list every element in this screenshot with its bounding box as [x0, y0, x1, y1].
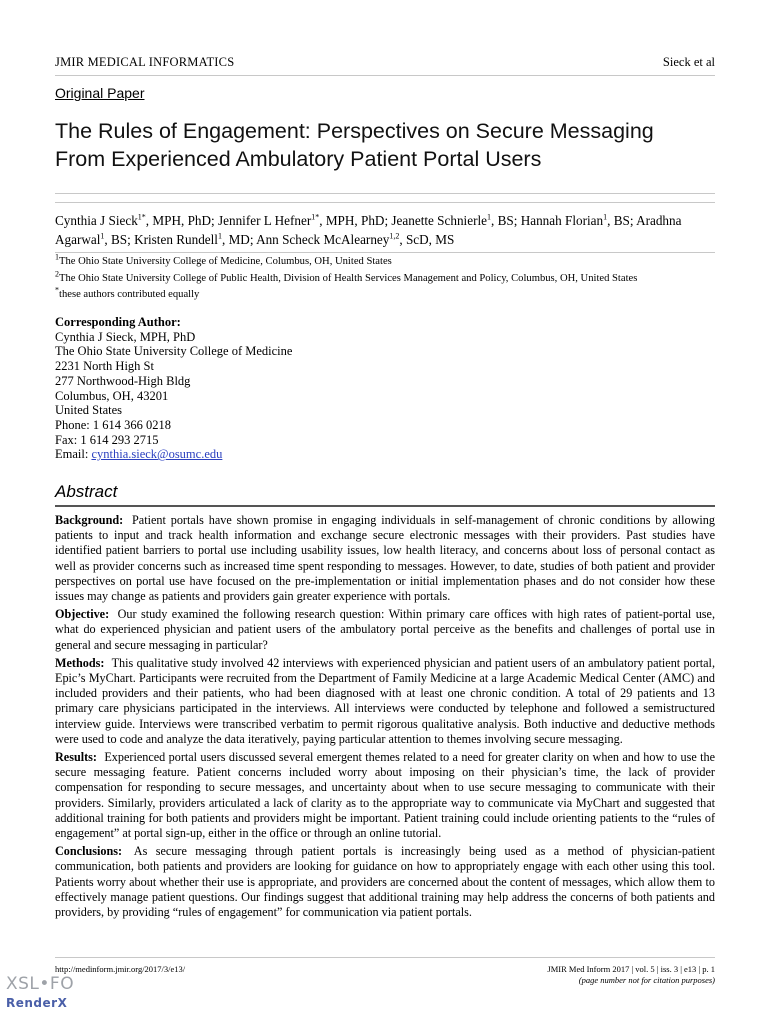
- author-entry: [391, 213, 520, 228]
- authors-divider: [55, 252, 715, 253]
- footer-citation-block: [547, 964, 715, 986]
- article-title-line-2: From Experienced Ambulatory Patient Portal Users: [55, 147, 542, 171]
- corresponding-author-label: Corresponding Author:: [55, 315, 181, 329]
- abstract-section-text: This qualitative study involved 42 interviews with experienced physician and patient users of an ambulatory patient portal, Epic’s MyChart. Participants were recruited from the Department of Family Medicine at a large Academic Medical Center (AMC) and included providers and their patients, who had been diagnosed with at least one chronic condition. A total of 29 patients and 13 primary care physicians participated in the interviews. All interviews were conducted by telephone and followed a semistructured interview guide. Interviews were transcribed verbatim to permit rigorous qualitative analysis. Both inductive and deductive methods were used to code and analyze the data iteratively, paying particular attention to themes involving secure messaging.: [55, 655, 715, 746]
- affiliation-text: these authors contributed equally: [59, 289, 200, 300]
- corr-line: The Ohio State University College of Medicine: [55, 344, 293, 359]
- corr-line: Columbus, OH, 43201: [55, 388, 169, 403]
- affiliation-line: [55, 268, 720, 288]
- affiliation-text: The Ohio State University College of Public Health, Division of Health Services Management and Policy, Columbus, OH, United States: [59, 272, 638, 284]
- email-line: [55, 447, 292, 462]
- author-entry: [134, 232, 256, 247]
- author-affiliation-marker: 1,2: [389, 231, 400, 241]
- title-divider-bottom: [55, 202, 715, 203]
- abstract-section-label: Methods:: [55, 655, 105, 670]
- abstract-methods: [55, 656, 715, 747]
- author-affiliation-marker: 1: [100, 231, 105, 241]
- corr-line: 277 Northwood-High Bldg: [55, 373, 191, 388]
- corr-line: Fax: 1 614 293 2715: [55, 432, 159, 447]
- journal-name: JMIR MEDICAL INFORMATICS: [55, 55, 235, 69]
- author-entry: [256, 232, 454, 247]
- author-affiliation-marker: 1*: [137, 212, 146, 222]
- author-name: Jennifer L Hefner: [217, 213, 312, 228]
- author-degrees: , BS;: [607, 213, 637, 228]
- footer-url: http://medinform.jmir.org/2017/3/e13/: [55, 964, 186, 974]
- running-author: Sieck et al: [662, 55, 715, 69]
- author-name: Aradhna Agarwal: [55, 213, 682, 247]
- author-degrees: , MPH, PhD;: [145, 213, 218, 228]
- abstract-results: [55, 750, 715, 841]
- author-degrees: , ScD, MS: [399, 232, 455, 247]
- abstract-heading: Abstract: [55, 482, 118, 501]
- abstract-section-text: As secure messaging through patient portals is increasingly being used as a method of physician-patient communication, both patients and providers are looking for guidance on how to appropriately engage with each other using this tool. Patients worry about whether their use is appropriate, and providers are concerned about the content of messages, which allow them to effectively manage patient questions. Our findings suggest that additional training may help address the concerns of both patients and providers, by providing “rules of engagement” for communication via patient portals.: [55, 844, 716, 920]
- abstract-section-text: Our study examined the following research question: Within primary care offices with high rates of patient-portal use, what do experienced physician and patient users of the ambulatory portal perceive as the benefits and challenges of portal use in general and secure messaging in particular?: [55, 607, 715, 652]
- author-entry: [218, 213, 391, 228]
- article-title: [55, 117, 720, 173]
- corr-line: Cynthia J Sieck, MPH, PhD: [55, 329, 196, 344]
- article-title-line-1: The Rules of Engagement: Perspectives on Secure Messaging: [55, 119, 654, 143]
- title-divider-top: [55, 193, 715, 194]
- corr-line: 2231 North High St: [55, 359, 154, 374]
- author-affiliation-marker: 1: [217, 231, 222, 241]
- abstract-section-label: Results:: [55, 750, 97, 765]
- abstract-section-text: Experienced portal users discussed several emergent themes related to a need for greater clarity on when and how to use the secure messaging feature. Patient concerns included worry about imposing on their physician’s time, the lack of provider compensation for responding to secure messages, and uncertainty about when to use secure messaging to communicate with their providers. Similarly, providers articulated a lack of clarity as to the appropriate way to communicate via MyChart and suggested that additional training for both patients and providers might be important. Patient training could include orienting patients to the “rules of engagement” at portal sign-up, either in the office or through an online tutorial.: [55, 750, 715, 841]
- footer-page-note: (page number not for citation purposes): [578, 975, 715, 985]
- affiliation-text: The Ohio State University College of Medicine, Columbus, OH, United States: [59, 256, 392, 267]
- abstract-section-label: Conclusions:: [55, 844, 123, 859]
- header-divider: [55, 75, 715, 76]
- author-degrees: , BS;: [491, 213, 521, 228]
- footer-citation: JMIR Med Inform 2017 | vol. 5 | iss. 3 | e13 | p. 1: [547, 964, 715, 974]
- abstract-divider: [55, 505, 715, 507]
- affiliation-line: [55, 254, 720, 271]
- author-entry: [55, 213, 218, 228]
- author-degrees: , BS;: [104, 232, 135, 247]
- affiliation-line: [55, 287, 720, 304]
- footer-divider: [55, 957, 715, 958]
- abstract-section-label: Background:: [55, 513, 124, 527]
- affiliation-marker: *: [55, 285, 59, 295]
- affiliation-marker: 2: [55, 268, 59, 278]
- xslfo-renderx-logo: [6, 975, 74, 1013]
- affiliations: [55, 254, 720, 304]
- corr-line: United States: [55, 403, 123, 418]
- author-entry: [521, 213, 636, 228]
- author-affiliation-marker: 1: [487, 212, 491, 222]
- email-label: Email:: [55, 447, 92, 462]
- author-degrees: , MPH, PhD;: [319, 213, 392, 228]
- abstract-background: [55, 513, 715, 604]
- article-type-label: Original Paper: [55, 85, 145, 101]
- affiliation-marker: 1: [55, 252, 59, 262]
- author-name: Jeanette Schnierle: [391, 213, 487, 228]
- author-name: Hannah Florian: [520, 213, 604, 228]
- author-name: Kristen Rundell: [134, 232, 218, 247]
- author-affiliation-marker: 1*: [311, 212, 320, 222]
- abstract-body: [55, 513, 715, 923]
- author-affiliation-marker: 1: [603, 212, 608, 222]
- abstract-objective: [55, 607, 715, 653]
- corr-line: Phone: 1 614 366 0218: [55, 417, 171, 432]
- email-link[interactable]: cynthia.sieck@osumc.edu: [91, 447, 223, 462]
- author-degrees: , MD;: [221, 232, 257, 247]
- author-name: Ann Scheck McAlearney: [256, 232, 390, 247]
- abstract-section-text: Patient portals have shown promise in engaging individuals in self-management of chronic conditions by allowing patients to input and track health information and exchange secure electronic messages with their providers. Past studies have identified patient barriers to portal use including usability issues, low health literacy, and concerns about loss of personal contact as well as provider concerns such as increased time spent responding to messages. However, to date, studies of both patient and provider perspectives on portal use have focused on the pre-implementation or initial implementation phases and do not consider how these issues may change as patients and providers gain greater experience with portals.: [55, 513, 715, 604]
- abstract-conclusions: [55, 844, 715, 920]
- author-list: [55, 211, 720, 249]
- logo-line-2: RenderX: [6, 996, 68, 1010]
- logo-line-1: XSL•FO: [6, 974, 75, 994]
- abstract-section-label: Objective:: [55, 607, 110, 622]
- author-name: Cynthia J Sieck: [55, 213, 138, 228]
- corresponding-author-block: [55, 315, 292, 462]
